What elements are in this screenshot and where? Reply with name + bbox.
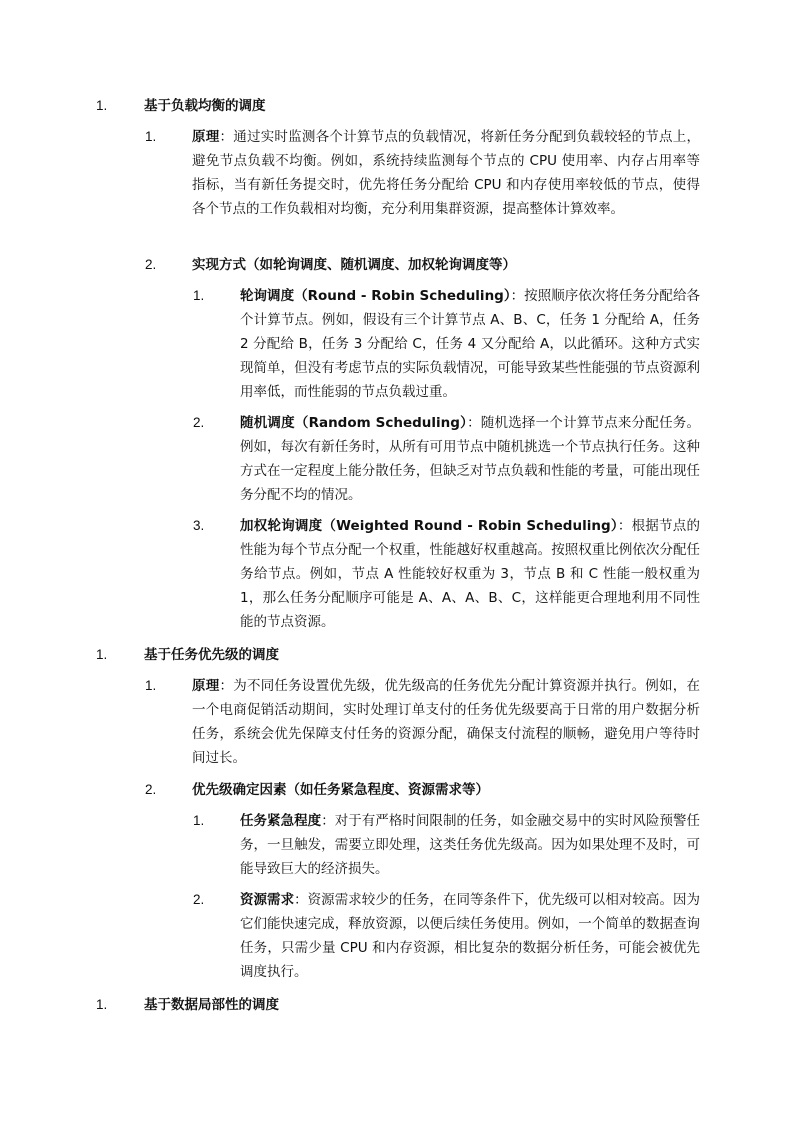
item-label: 任务紧急程度 bbox=[240, 813, 322, 829]
item-text: ：对于有严格时间限制的任务，如金融交易中的实时风险预警任务，一旦触发，需要立即处理，这类任务优先级高。因为如果处理不及时，可能导致巨大的经济损失。 bbox=[240, 813, 701, 877]
list-number: 1. bbox=[193, 813, 205, 828]
subsection-title: 实现方式（如轮询调度、随机调度、加权轮询调度等） bbox=[192, 257, 516, 273]
item-label: 资源需求 bbox=[240, 892, 295, 908]
paragraph bbox=[240, 284, 700, 404]
section-heading bbox=[0, 993, 794, 1017]
item-label: 原理 bbox=[192, 678, 220, 694]
list-number: 2. bbox=[193, 892, 205, 907]
list-number: 1. bbox=[96, 98, 108, 113]
paragraph bbox=[192, 674, 700, 770]
item-text: ：根据节点的性能为每个节点分配一个权重，性能越好权重越高。按照权重比例依次分配任务给节点。例如，节点 A 性能较好权重为 3，节点 B 和 C 性能一般权重为 1，那么任务分配顺序可能是 A、A、A、B、C，这样能更合理地利用不同性能的节点资源。 bbox=[240, 518, 701, 630]
section-heading bbox=[0, 643, 794, 667]
item-text: ：按照顺序依次将任务分配给各个计算节点。例如，假设有三个计算节点 A、B、C，任务 1 分配给 A，任务 2 分配给 B，任务 3 分配给 C，任务 4 又分配给 A，以此循环。这种方式实现简单，但没有考虑节点的实际负载情况，可能导致某些性能强的节点资源利用率低，而性能弱的节点负载过重。 bbox=[240, 288, 700, 400]
item-label: 原理 bbox=[192, 129, 220, 145]
item-label: 轮询调度（Round - Robin Scheduling） bbox=[240, 288, 511, 304]
list-item bbox=[0, 284, 794, 404]
list-item bbox=[0, 809, 794, 881]
subsection-heading bbox=[0, 778, 794, 802]
paragraph bbox=[240, 514, 700, 634]
subsection-title: 优先级确定因素（如任务紧急程度、资源需求等） bbox=[192, 782, 489, 798]
list-number: 3. bbox=[193, 518, 205, 533]
list-number: 1. bbox=[193, 288, 205, 303]
list-number: 1. bbox=[145, 678, 157, 693]
paragraph bbox=[240, 888, 700, 984]
item-text: ：通过实时监测各个计算节点的负载情况，将新任务分配到负载较轻的节点上，避免节点负载不均衡。例如，系统持续监测每个节点的 CPU 使用率、内存占用率等指标，当有新任务提交时，优先将任务分配给 CPU 和内存使用率较低的节点，使得各个节点的工作负载相对均衡，充分利用集群资源，提高整体计算效率。 bbox=[192, 129, 701, 217]
list-item bbox=[0, 888, 794, 984]
paragraph bbox=[240, 411, 700, 507]
item-label: 加权轮询调度（Weighted Round - Robin Scheduling） bbox=[240, 518, 618, 534]
list-number: 2. bbox=[145, 257, 157, 272]
list-number: 2. bbox=[193, 415, 205, 430]
list-item bbox=[0, 674, 794, 770]
section-title: 基于任务优先级的调度 bbox=[144, 647, 279, 663]
paragraph bbox=[192, 125, 700, 221]
list-number: 1. bbox=[96, 647, 108, 662]
list-number: 1. bbox=[96, 997, 108, 1012]
section-title: 基于数据局部性的调度 bbox=[144, 997, 279, 1013]
paragraph bbox=[240, 809, 700, 881]
section-title: 基于负载均衡的调度 bbox=[144, 98, 266, 114]
subsection-heading bbox=[0, 253, 794, 277]
list-number: 1. bbox=[145, 129, 157, 144]
list-item bbox=[0, 125, 794, 245]
item-label: 随机调度（Random Scheduling） bbox=[240, 415, 468, 431]
item-text: ：随机选择一个计算节点来分配任务。例如，每次有新任务时，从所有可用节点中随机挑选一个节点执行任务。这种方式在一定程度上能分散任务，但缺乏对节点负载和性能的考量，可能出现任务分配不均的情况。 bbox=[240, 415, 700, 503]
list-item bbox=[0, 514, 794, 634]
item-text: ：为不同任务设置优先级，优先级高的任务优先分配计算资源并执行。例如，在一个电商促销活动期间，实时处理订单支付的任务优先级要高于日常的用户数据分析任务，系统会优先保障支付任务的资源分配，确保支付流程的顺畅，避免用户等待时间过长。 bbox=[192, 678, 701, 766]
list-number: 2. bbox=[145, 782, 157, 797]
item-text: ：资源需求较少的任务，在同等条件下，优先级可以相对较高。因为它们能快速完成，释放资源，以便后续任务使用。例如，一个简单的数据查询任务，只需少量 CPU 和内存资源，相比复杂的数据分析任务，可能会被优先调度执行。 bbox=[240, 892, 701, 980]
section-heading bbox=[0, 94, 794, 118]
list-item bbox=[0, 411, 794, 507]
